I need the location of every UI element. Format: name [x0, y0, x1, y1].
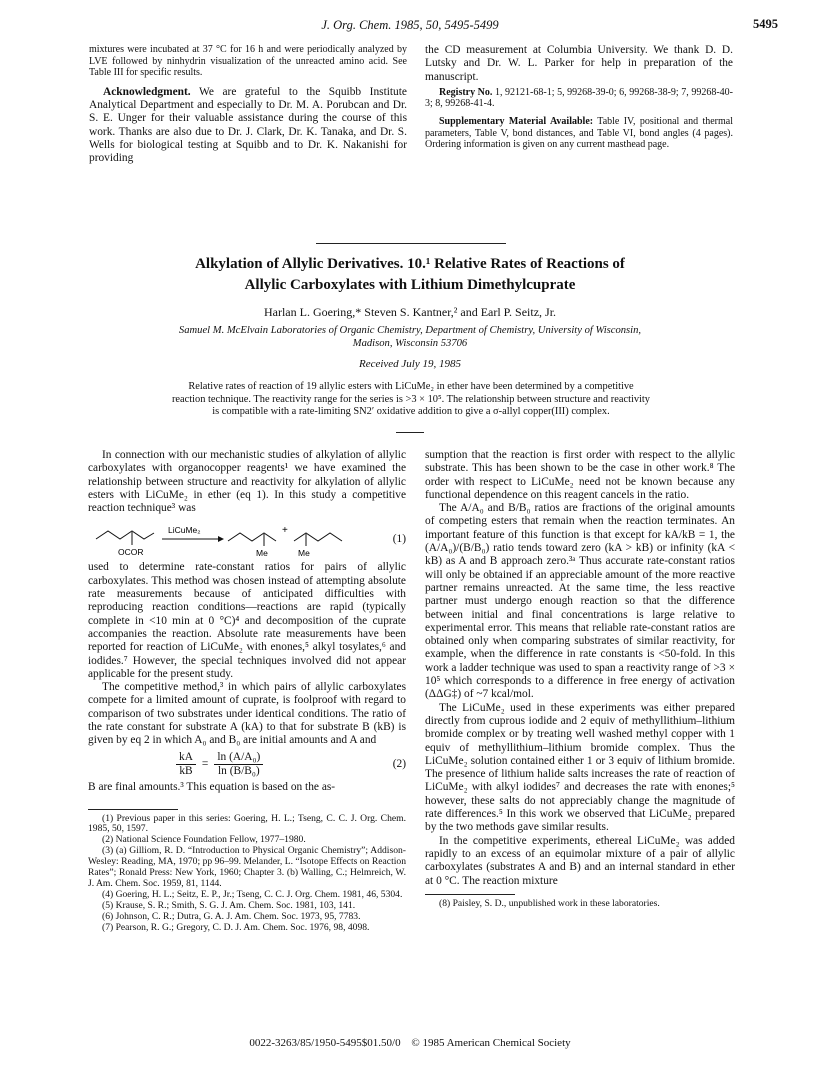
- equals-sign: =: [201, 757, 209, 770]
- arrowhead: [218, 536, 224, 542]
- affiliation-line-2: Madison, Wisconsin 53706: [352, 338, 468, 349]
- body-paragraph: The LiCuMe₂ used in these experiments was either prepared directly from cuprous iodide and 2 equiv of methyllithium–lithium bromide complex or by treating well washed methyl copper with 1 equiv of methyllithium–lithium bromide complex. Thus the LiCuMe₂ solution contained either 1 or 3 equiv of lithium bromide. The presence of lithium halide salts increases the rate of reaction of LiCuMe₂ with alkyl iodides⁷ and decreases the rate with enones;⁵ however, these salts do not appreciably change the magnitude of rate differences.⁵ In this work we observed that LiCuMe₂ prepared by the two methods gave similar results.: [425, 701, 735, 834]
- body-paragraph: In connection with our mechanistic studies of alkylation of allylic carboxylates with organocopper reagents¹ we have examined the relationship between structure and reactivity for alkylation of allylic esters with LiCuMe₂ in ether (eq 1). In this study a competitive reaction technique³ was: [88, 449, 406, 515]
- affiliation-line-1: Samuel M. McElvain Laboratories of Organic Chemistry, Department of Chemistry, University of Wisconsin,: [178, 325, 642, 336]
- footnotes-right: [425, 899, 735, 910]
- footnote: (8) Paisley, S. D., unpublished work in these laboratories.: [439, 897, 660, 909]
- page-footer: [0, 1037, 820, 1049]
- footnote: (3) (a) Gilliom, R. D. “Introduction to Physical Organic Chemistry”; Addison-Wesley: Reading, MA, 1970; pp 96–99. Melander, L. “Isotope Effects on Reaction Rates”; Ronald Press: New York, 1960; Chapter 3. (b) Walling, C.; Helmreich, W. J. Am. Chem. Soc. 1959, 81, 1144.: [88, 845, 406, 889]
- acknowledgment-paragraph: [89, 86, 407, 166]
- prev-article-right: [425, 44, 733, 151]
- reaction-scheme-drawing: [88, 519, 364, 559]
- running-header: [0, 18, 820, 33]
- left-body-column: [88, 449, 406, 934]
- registry-paragraph: [425, 87, 733, 110]
- rate-numerator: kA: [176, 751, 196, 765]
- footnote: (1) Previous paper in this series: Goering, H. L.; Tseng, C. C. J. Org. Chem. 1985, 50, 1597.: [88, 812, 406, 835]
- acknowledgment-text: We are grateful to the Squibb Institute Analytical Department and especially to Dr. M. A. Porubcan and Dr. S. E. Unger for their valuable assistance during the course of this work. Thanks are also due to Dr. J. Clark, Dr. K. Tanaka, and Dr. S. Wells for biological testing at Squibb and to Dr. K. Nakanishi for providing: [89, 85, 407, 165]
- body-paragraph: B are final amounts.³ This equation is based on the as-: [88, 781, 336, 794]
- supplementary-heading: Supplementary Material Available:: [439, 116, 594, 128]
- body-paragraph: In the competitive experiments, ethereal LiCuMe₂ was added rapidly to an excess of an equimolar mixture of a pair of allylic carboxylates (substrates A and B) and an internal standard in ether at 0 °C. The reaction mixture: [425, 834, 735, 887]
- log-numerator: ln (A/A₀): [214, 751, 263, 765]
- equation-2: [88, 751, 406, 779]
- reagent-label: LiCuMe₂: [168, 525, 201, 536]
- rate-denominator: kB: [179, 764, 193, 777]
- abstract: [128, 381, 694, 419]
- article-title: [90, 254, 730, 296]
- supplementary-text: Table IV, positional and thermal parameters, Table V, bond distances, and Table VI, bond angles (4 pages). Ordering information is given on any current masthead page.: [425, 116, 733, 151]
- body-paragraph: sumption that the reaction is first order with respect to the allylic substrate. This has been shown to be the case in other work.⁸ The order with respect to LiCuMe₂ need not be known because any functional dependence on this reagent cancels in the ratio.: [425, 449, 735, 501]
- equation-number-1: (1): [392, 532, 406, 545]
- affiliation: [110, 324, 710, 350]
- methyl-label-2: Me: [298, 548, 310, 559]
- log-ratio-fraction: [214, 751, 263, 779]
- acknowledgment-continued: the CD measurement at Columbia University. We thank D. D. Lutsky and Dr. W. L. Parker for help in preparation of the manuscript.: [425, 44, 733, 83]
- received-date: Received July 19, 1985: [358, 358, 461, 370]
- abstract-line-2: reaction technique. The reactivity range for the series is >3 × 10⁵. The relationship between structure and reactivity: [171, 393, 651, 405]
- volume-line: 1985, 50, 5495-5499: [394, 18, 499, 32]
- footnotes-left: [88, 814, 406, 934]
- methyl-label-1: Me: [256, 548, 268, 559]
- footnote-rule: [425, 894, 515, 895]
- reactant-skeleton: [96, 531, 154, 539]
- footnote: (5) Krause, S. R.; Smith, S. G. J. Am. Chem. Soc. 1981, 103, 141.: [102, 899, 356, 911]
- body-paragraph: The competitive method,³ in which pairs of allylic carboxylates compete for a limited amount of cuprate, is foolproof with regard to comparison of two substrates under identical conditions. The ratio of the rate constant for substrate A (kA) to that for substrate B (kB) is given by eq 2 in which A₀ and B₀ are initial amounts and A and: [88, 681, 406, 747]
- footnote: (7) Pearson, R. G.; Gregory, C. D. J. Am. Chem. Soc. 1976, 98, 4098.: [102, 921, 370, 933]
- page-number: 5495: [753, 17, 778, 31]
- product1-skeleton: [228, 533, 276, 541]
- abstract-divider: [396, 432, 424, 433]
- supplementary-paragraph: [425, 116, 733, 151]
- title-line-2: Allylic Carboxylates with Lithium Dimethylcuprate: [244, 277, 576, 293]
- reaction-scheme-eq1: [88, 519, 406, 559]
- equation-number-2: (2): [392, 757, 406, 770]
- article-code: 0022-3263/85/1950-5495$01.50/0: [249, 1037, 401, 1049]
- title-line-1: Alkylation of Allylic Derivatives. 10.¹ Relative Rates of Reactions of: [195, 256, 625, 272]
- article-divider: [316, 243, 506, 244]
- footnote-rule: [88, 809, 178, 810]
- registry-text: 1, 92121-68-1; 5, 99268-39-0; 6, 99268-38-9; 7, 99268-40-3; 8, 99268-41-4.: [425, 86, 733, 110]
- prev-experimental-text: mixtures were incubated at 37 °C for 16 h and were periodically analyzed by LVE followed by ninhydrin visualization of the unreacted amino acid. See Table III for specific results.: [89, 44, 407, 79]
- registry-heading: Registry No.: [439, 86, 493, 98]
- abstract-line-1: Relative rates of reaction of 19 allylic esters with LiCuMe₂ in ether have been determined by a competitive: [188, 381, 634, 392]
- log-denominator: ln (B/B₀): [217, 764, 260, 777]
- plus-sign: +: [282, 525, 288, 537]
- body-paragraph: The A/A₀ and B/B₀ ratios are fractions of the original amounts of competing esters that remain when the reaction terminates. An important feature of this function is that except for kA/kB = 1, the (A/A₀)/(B/B₀) ratio tends toward zero (kA > kB) or infinity (kA < kB) as A and B approach zero.³ᵃ Thus accurate rate-constant ratios will only be obtained if an appreciable amount of the more reactive partner remains unreacted. At the same time, the less reactive partner must undergo enough reaction so that the difference between initial and final concentrations is large relative to experimental error. This means that reliable rate-constant ratios are obtained only when comparing substrates of similar reactivity, for example, when the difference in rate constants is <50-fold. In this work a ladder technique was used to span a reactivity range of >3 × 10⁵ which corresponds to a difference in free energy of activation (ΔΔG‡) of ~7 kcal/mol.: [425, 502, 735, 701]
- prev-article-left: [89, 44, 407, 166]
- product2-skeleton: [294, 533, 342, 541]
- author-list: Harlan L. Goering,* Steven S. Kantner,² and Earl P. Seitz, Jr.: [263, 305, 557, 319]
- footnote: (4) Goering, H. L.; Seitz, E. P., Jr.; Tseng, C. C. J. Org. Chem. 1981, 46, 5304.: [102, 888, 403, 900]
- journal-name: J. Org. Chem.: [321, 18, 392, 32]
- equation-2-body: [176, 751, 263, 779]
- ocor-label: OCOR: [118, 547, 144, 558]
- body-paragraph: used to determine rate-constant ratios for pairs of allylic carboxylates. This method was chosen instead of attempting absolute rate measurements because of anticipated difficulties with reproducing reaction conditions—reactions are rapid (typically complete in <10 min at 0 °C)⁴ and decomposition of the cuprate accompanies the reaction. Absolute rate measurements have been reported for reaction of LiCuMe₂ with enones,⁵ alkyl tosylates,⁶ and iodides.⁷ However, the special techniques involved did not appear applicable for the present study.: [88, 561, 406, 680]
- right-body-column: [425, 449, 735, 910]
- acknowledgment-heading: Acknowledgment.: [103, 85, 191, 98]
- footnote: (2) National Science Foundation Fellow, 1977–1980.: [102, 834, 306, 846]
- abstract-line-3: is compatible with a rate-limiting SN2′ oxidative addition to give a σ-allyl copper(III) complex.: [212, 406, 610, 417]
- copyright: © 1985 American Chemical Society: [411, 1037, 571, 1049]
- rate-ratio-fraction: [176, 751, 196, 779]
- footnote: (6) Johnson, C. R.; Dutra, G. A. J. Am. Chem. Soc. 1973, 95, 7783.: [102, 910, 361, 922]
